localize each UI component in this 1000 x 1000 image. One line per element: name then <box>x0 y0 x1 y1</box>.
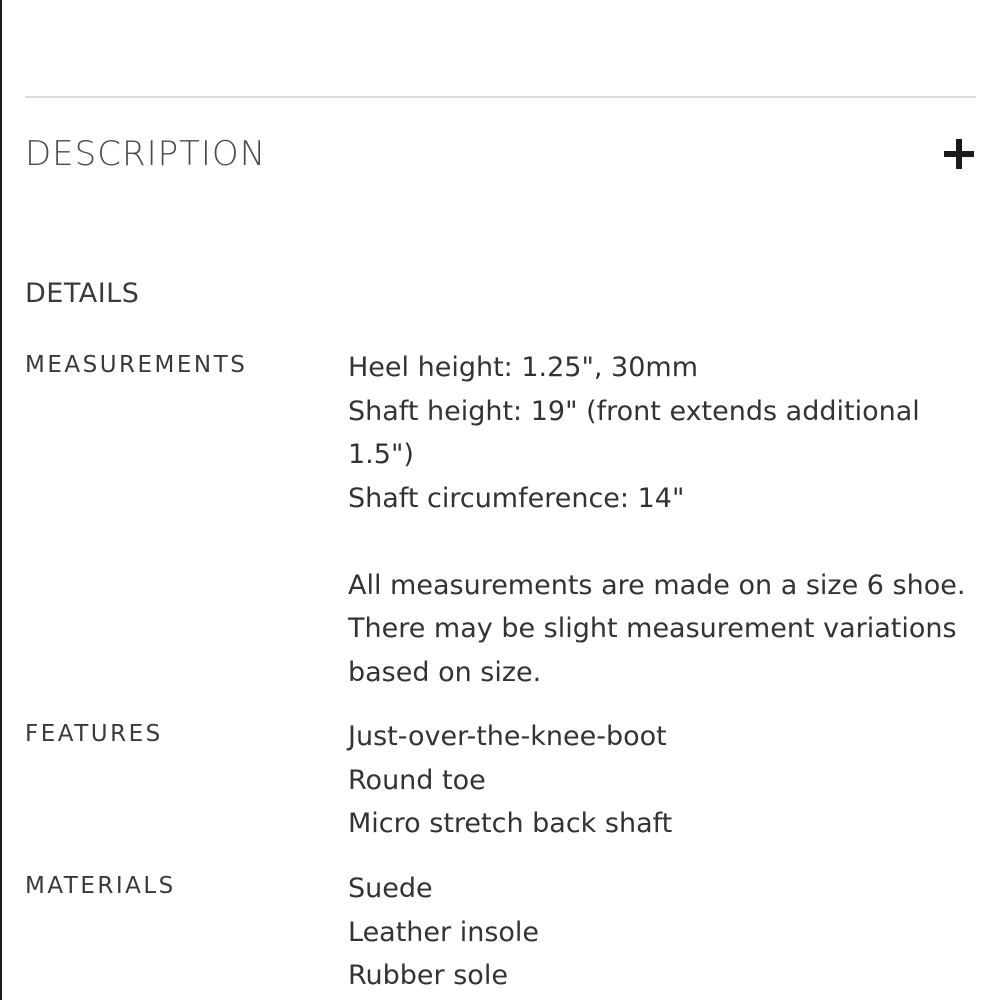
materials-values <box>348 867 958 998</box>
plus-icon[interactable] <box>944 139 974 169</box>
details-heading: DETAILS <box>25 278 140 309</box>
measurement-line: Heel height: 1.25", 30mm <box>348 352 699 383</box>
material-line: Leather insole <box>348 916 540 948</box>
material-line: Suede <box>348 873 433 904</box>
materials-label: MATERIALS <box>25 873 176 899</box>
features-label: FEATURES <box>25 721 163 747</box>
measurements-label: MEASUREMENTS <box>25 352 248 378</box>
feature-line: Round toe <box>348 764 486 796</box>
measurement-note-line: based on size. <box>348 656 542 688</box>
measurement-line: 1.5") <box>348 439 414 470</box>
measurements-values <box>348 346 966 694</box>
measurement-line: Shaft circumference: 14" <box>348 482 685 514</box>
feature-line: Micro stretch back shaft <box>348 808 673 839</box>
material-line: Rubber sole <box>348 960 508 991</box>
measurement-note-line: All measurements are made on a size 6 shoe. <box>348 569 966 601</box>
measurement-spacer <box>348 520 958 564</box>
measurement-line: Shaft height: 19" (front extends additional <box>348 395 920 427</box>
measurement-note-line: There may be slight measurement variations <box>348 613 957 644</box>
feature-line: Just-over-the-knee-boot <box>348 721 667 752</box>
features-values <box>348 715 958 846</box>
description-accordion[interactable] <box>25 126 976 182</box>
left-edge-border <box>0 0 2 1000</box>
description-title: DESCRIPTION <box>25 134 267 174</box>
section-divider <box>25 96 976 98</box>
